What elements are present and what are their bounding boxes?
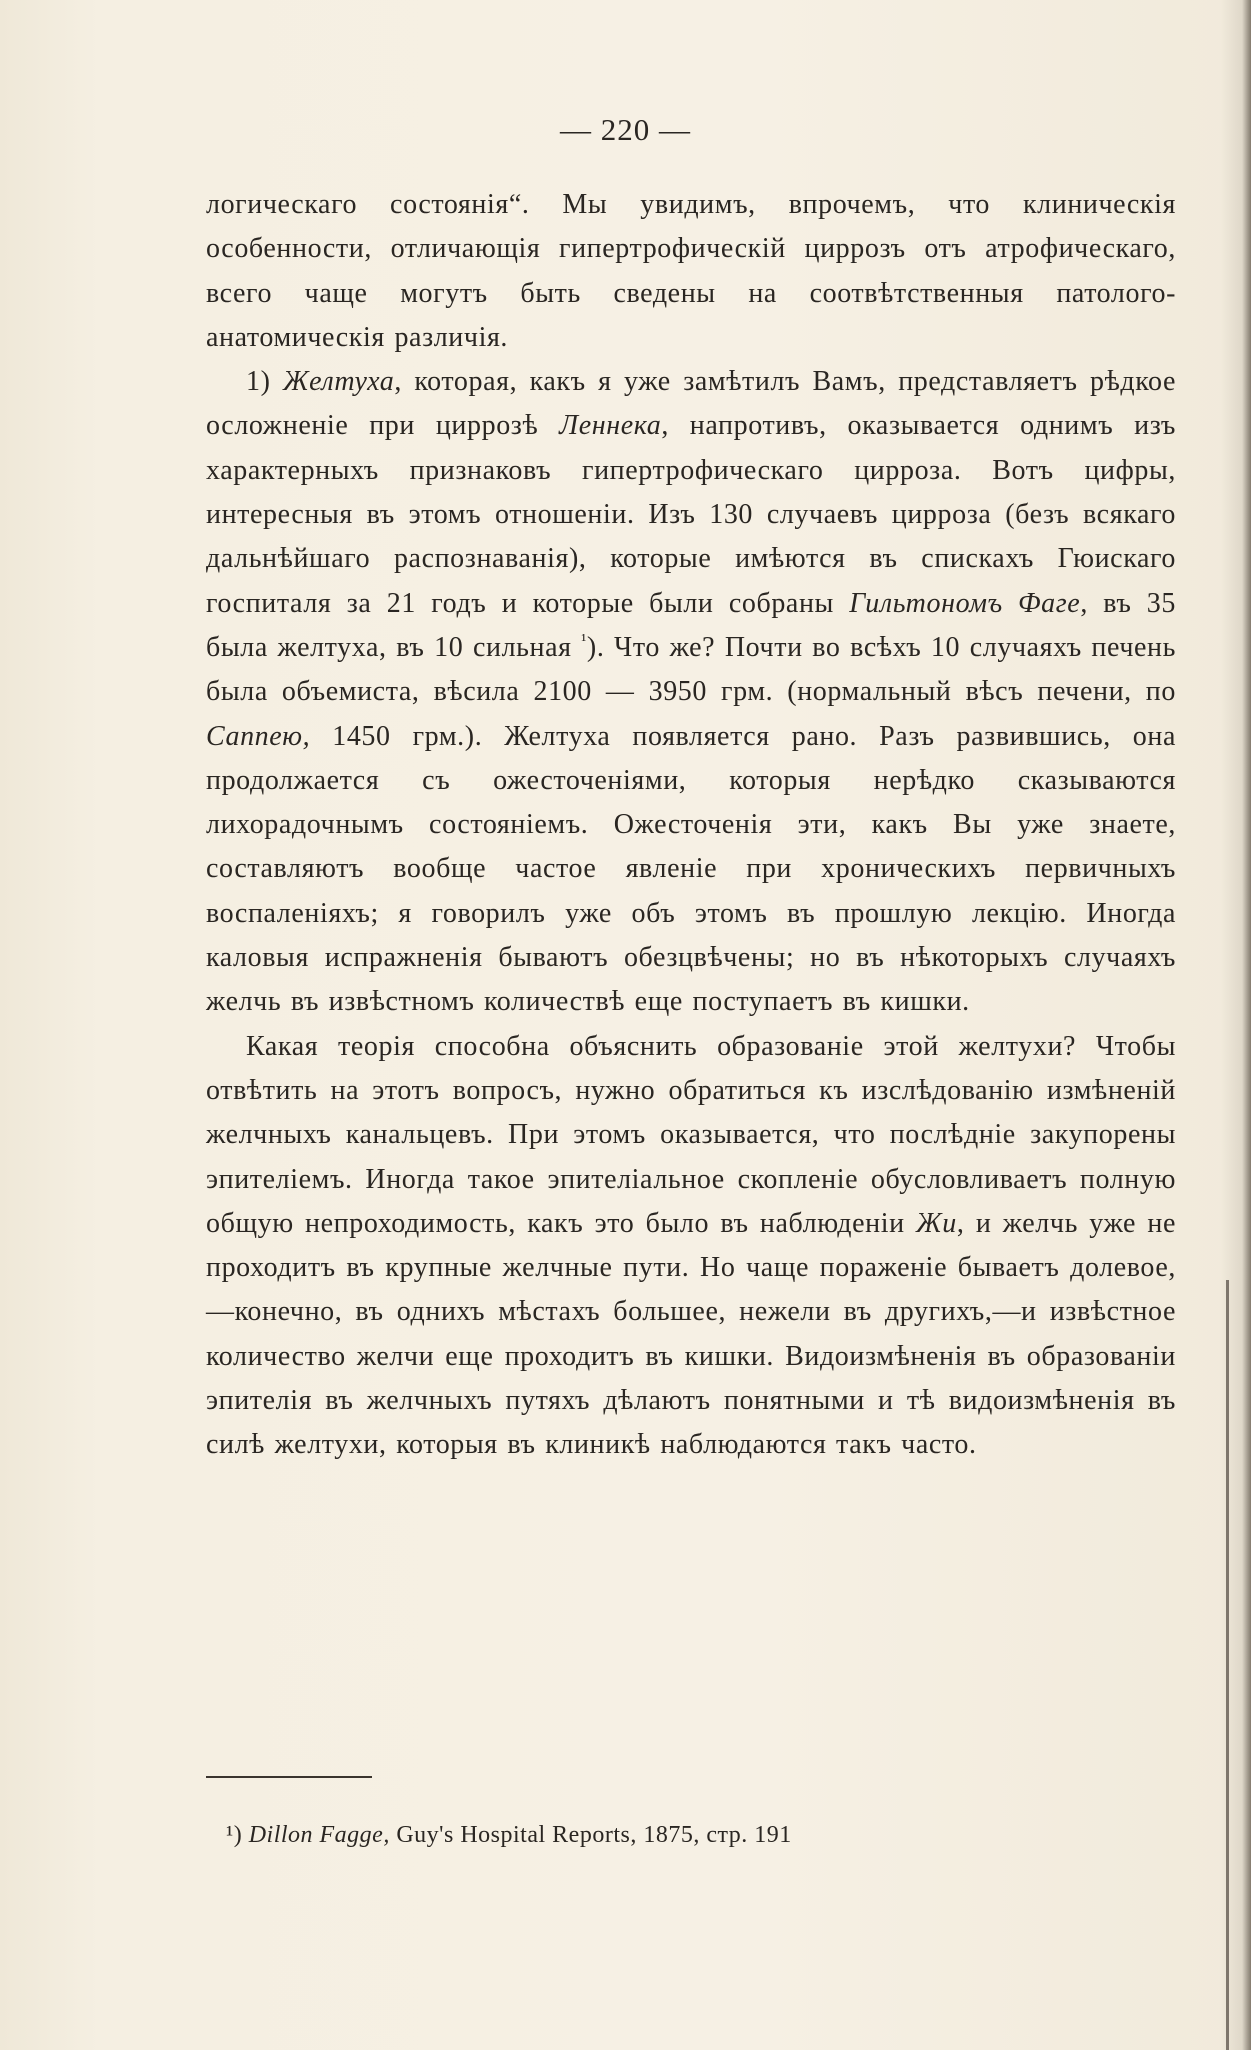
italic-name: Гильтономъ Фаге	[849, 587, 1081, 619]
italic-name: Леннека	[559, 410, 662, 442]
text-run: , и желчь уже не проходитъ въ крупные желчные пути. Но чаще пораженіе бываетъ долевое,—конечно, въ однихъ мѣстахъ большее, нежели въ другихъ,—и извѣстное количество желчи еще проходитъ въ кишки. Видоизмѣненія въ образованіи эпителія въ желчныхъ путяхъ дѣлаютъ понятными и тѣ видоизмѣненія въ силѣ желтухи, которыя въ клиникѣ наблюдаются такъ часто.	[206, 1207, 1176, 1461]
text-run: логическаго состоянія“. Мы увидимъ, впрочемъ, что клиническія особенности, отличающія гипертрофическій циррозъ отъ атрофическаго, всего чаще могутъ быть сведены на соотвѣтственныя патолого-анатомическія различія.	[206, 189, 1176, 353]
text-run: 1)	[246, 366, 283, 398]
text-run: , которая, какъ я уже замѣтилъ Вамъ, представляетъ рѣдкое осложненіе при циррозѣ	[206, 366, 1176, 442]
footnote-divider	[206, 1776, 372, 1778]
body-text	[206, 183, 1176, 1468]
footnote-reference: ¹	[581, 630, 587, 650]
text-run: , напротивъ, оказывается однимъ изъ характерныхъ признаковъ гипертрофическаго цирроза. Вотъ цифры, интересныя въ этомъ отношеніи. Изъ 130 случаевъ цирроза (безъ всякаго дальнѣйшаго распознаванія), которые имѣются въ спискахъ Гюискаго госпиталя за 21 годъ и которые были собраны	[206, 410, 1176, 619]
page-edge-line	[1226, 1280, 1229, 2050]
paragraph	[206, 183, 1176, 360]
text-run: ). Что же? Почти во всѣхъ 10 случаяхъ печень была объемиста, вѣсила 2100 — 3950 грм. (нормальный вѣсъ печени, по	[206, 631, 1176, 708]
italic-name: Жи	[916, 1207, 957, 1239]
page-number: — 220 —	[560, 112, 691, 147]
text-run: , въ 35 была желтуха, въ 10 сильная	[206, 587, 1177, 663]
footnote-author: Dillon Fagge,	[248, 1822, 390, 1848]
text-run: Какая теорія способна объяснить образованіе этой желтухи? Чтобы отвѣтить на этотъ вопросъ, нужно обратиться къ изслѣдованію измѣненій желчныхъ канальцевъ. При этомъ оказывается, что послѣдніе закупорены эпителіемъ. Иногда такое эпителіальное скопленіе обусловливаетъ полную общую непроходимость, какъ это было въ наблюденіи	[206, 1030, 1176, 1239]
footnote-source: Guy's Hospital Reports, 1875, стр. 191	[389, 1822, 792, 1848]
italic-name: Саппею,	[206, 720, 311, 752]
paragraph	[206, 360, 1176, 1024]
paragraph	[206, 1025, 1176, 1468]
footnote-marker: ¹)	[226, 1822, 243, 1848]
italic-name: Желтуха	[282, 366, 395, 398]
text-run: 1450 грм.). Желтуха появляется рано. Разъ развившись, она продолжается съ ожесточеніями, которыя нерѣдко сказываются лихорадочнымъ состояніемъ. Ожесточенія эти, какъ Вы уже знаете, составляютъ вообще частое явленіе при хроническихъ первичныхъ воспаленіяхъ; я говорилъ уже объ этомъ въ прошлую лекцію. Иногда каловыя испражненія бываютъ обезцвѣчены; но въ нѣкоторыхъ случаяхъ желчь въ извѣстномъ количествѣ еще поступаетъ въ кишки.	[206, 720, 1176, 1018]
footnote	[226, 1822, 1126, 1849]
